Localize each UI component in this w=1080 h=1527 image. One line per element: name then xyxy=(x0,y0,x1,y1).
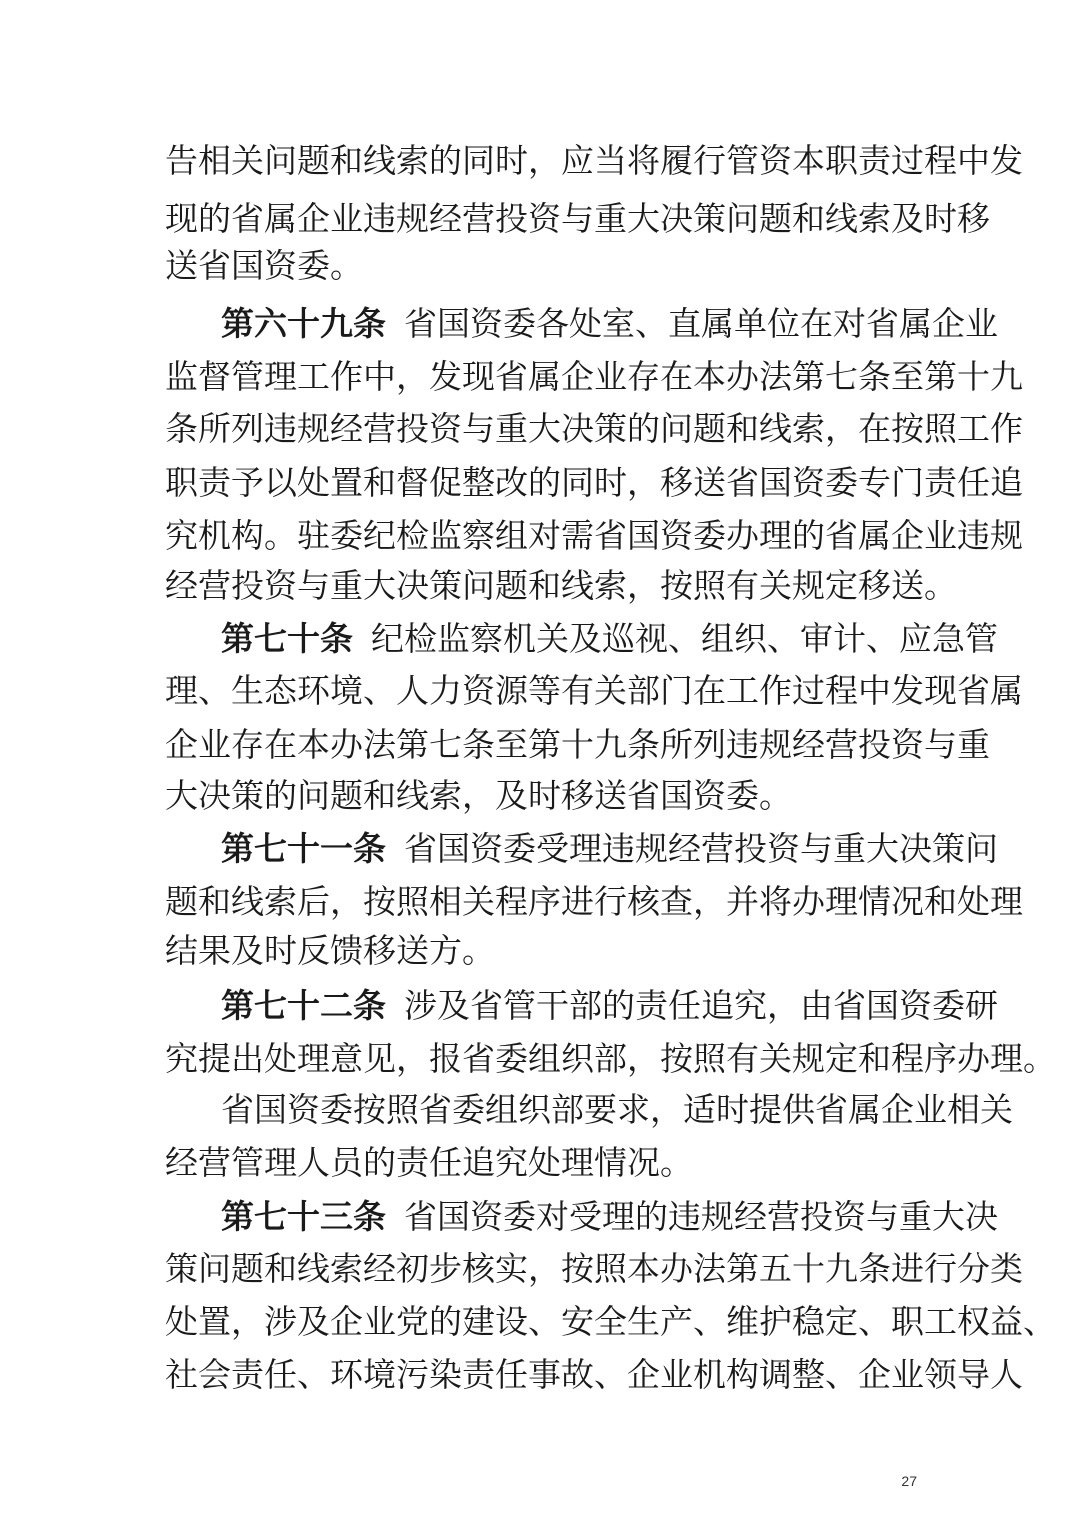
article-heading: 第七十一条 xyxy=(221,829,386,868)
line-text: 职责予以处置和督促整改的同时，移送省国资委专门责任追 xyxy=(165,463,1023,502)
line-text: 理、生态环境、人力资源等有关部门在工作过程中发现省属 xyxy=(165,671,1023,710)
line-text: 送省国资委。 xyxy=(165,246,363,285)
line-text: 结果及时反馈移送方。 xyxy=(165,931,495,970)
line-text: 企业存在本办法第七条至第十九条所列违规经营投资与重 xyxy=(165,725,990,764)
line-text: 监督管理工作中，发现省属企业存在本办法第七条至第十九 xyxy=(165,357,1023,396)
line-text: 经营投资与重大决策问题和线索，按照有关规定移送。 xyxy=(165,566,957,605)
line-text: 省国资委按照省委组织部要求，适时提供省属企业相关 xyxy=(221,1090,1013,1129)
line-text: 现的省属企业违规经营投资与重大决策问题和线索及时移 xyxy=(165,199,990,238)
line-text: 告相关问题和线索的同时，应当将履行管资本职责过程中发 xyxy=(165,141,1023,180)
text-line xyxy=(165,1240,1023,1298)
article-70-first-line xyxy=(221,610,998,668)
text-line xyxy=(165,1346,1023,1404)
article-73-first-line xyxy=(221,1188,998,1246)
text-line xyxy=(165,662,1023,720)
article-heading: 第七十三条 xyxy=(221,1197,386,1236)
text-line xyxy=(165,1293,1056,1351)
line-text: 经营管理人员的责任追究处理情况。 xyxy=(165,1143,693,1182)
article-heading: 第七十条 xyxy=(221,619,353,658)
text-line xyxy=(165,557,957,615)
line-text: 题和线索后，按照相关程序进行核查，并将办理情况和处理 xyxy=(165,882,1023,921)
text-line xyxy=(165,132,1023,190)
line-text: 条所列违规经营投资与重大决策的问题和线索，在按照工作 xyxy=(165,409,1023,448)
text-line xyxy=(165,767,915,825)
line-text: 处置，涉及企业党的建设、安全生产、维护稳定、职工权益、 xyxy=(165,1302,1056,1341)
text-line xyxy=(165,454,1023,512)
text-line xyxy=(165,716,990,774)
article-69-first-line xyxy=(221,295,998,353)
line-text: 大决策的问题和线索，及时移送省国资委。 xyxy=(165,776,792,815)
text-line xyxy=(165,922,915,980)
text-line xyxy=(165,1030,1056,1088)
line-text: 省国资委受理违规经营投资与重大决策问 xyxy=(404,829,998,868)
article-heading: 第七十二条 xyxy=(221,986,386,1025)
text-line xyxy=(165,400,1023,458)
line-text: 涉及省管干部的责任追究，由省国资委研 xyxy=(404,986,998,1025)
line-text: 策问题和线索经初步核实，按照本办法第五十九条进行分类 xyxy=(165,1249,1023,1288)
article-heading: 第六十九条 xyxy=(221,304,386,343)
line-text: 纪检监察机关及巡视、组织、审计、应急管 xyxy=(371,619,998,658)
line-text: 究机构。驻委纪检监察组对需省国资委办理的省属企业违规 xyxy=(165,516,1023,555)
text-line xyxy=(165,1134,915,1192)
line-text: 社会责任、环境污染责任事故、企业机构调整、企业领导人 xyxy=(165,1355,1023,1394)
line-text: 省国资委对受理的违规经营投资与重大决 xyxy=(404,1197,998,1236)
text-line xyxy=(165,237,915,295)
article-72-first-line xyxy=(221,977,998,1035)
page-number: 27 xyxy=(901,1473,917,1489)
line-text: 省国资委各处室、直属单位在对省属企业 xyxy=(404,304,998,343)
text-line xyxy=(221,1081,1013,1139)
article-71-first-line xyxy=(221,820,998,878)
text-line xyxy=(165,348,1023,406)
line-text: 究提出处理意见，报省委组织部，按照有关规定和程序办理。 xyxy=(165,1039,1056,1078)
